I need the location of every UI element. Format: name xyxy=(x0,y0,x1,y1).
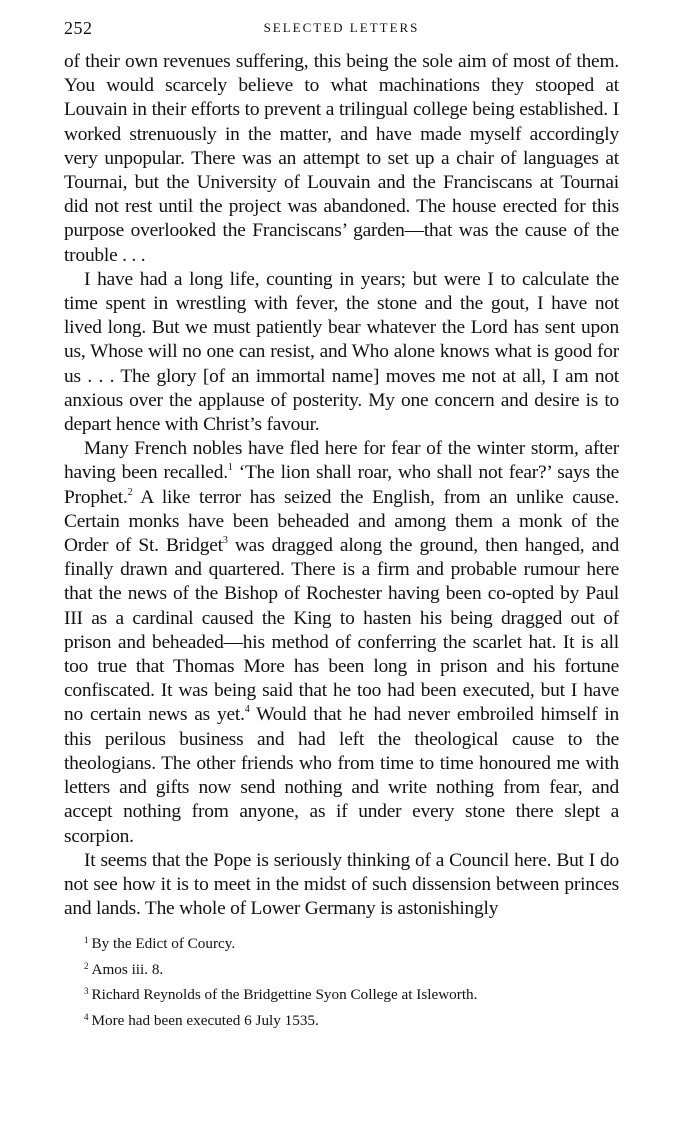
footnote-reference: 1 xyxy=(227,462,233,474)
footnote-text: Richard Reynolds of the Bridgettine Syon College at Isleworth. xyxy=(91,986,478,1004)
footnote xyxy=(84,931,619,957)
paragraph-text: I have had a long life, counting in years; but were I to calculate the time spent in wrestling with fever, the stone and the gout, I have not lived long. But we must patiently bear whatever the Lord has sent upon us, Whose will no one can resist, and Who alone knows what is good for us . . . The glory [of an immortal name] moves me not at all, I am not anxious over the applause of posterity. My one concern and desire is to depart hence with Christ’s favour. xyxy=(64,268,619,436)
paragraph xyxy=(64,437,619,848)
footnote-text: Amos iii. 8. xyxy=(91,960,164,978)
paragraph-text: Many French nobles have fled here for fear of the winter storm, after having been recalled. xyxy=(64,438,619,484)
paragraph-text: Would that he had never embroiled himself in this perilous business and had left the theological cause to the theologians. The other friends who from time to time honoured me with letters and gifts now send nothing and write nothing from fear, and accept nothing from anyone, as if under every stone there slept a scorpion. xyxy=(64,704,620,847)
paragraph-text: It seems that the Pope is seriously thinking of a Council here. But I do not see how it is to meet in the midst of such dissension between princes and lands. The whole of Lower Germany is astonishingly xyxy=(64,849,619,920)
footnote-marker: 3 xyxy=(84,986,89,997)
running-head xyxy=(64,18,619,44)
paragraph-text: A like terror has seized the English, from an unlike cause. Certain monks have been beheaded and among them a monk of the Order of St. Bridget xyxy=(64,486,619,557)
paragraph xyxy=(64,849,619,922)
footnote xyxy=(84,1008,619,1034)
page-number: 252 xyxy=(64,18,93,38)
body-text xyxy=(64,50,619,921)
footnote-text: More had been executed 6 July 1535. xyxy=(91,1011,319,1029)
paragraph-text: was dragged along the ground, then hanged, and finally drawn and quartered. There is a firm and probable rumour here that the news of the Bishop of Rochester having been co-opted by Paul III as a cardinal caused the King to hasten his being dragged out of prison and beheaded—his method of conferring the scarlet hat. It is all too true that Thomas More has been long in prison and his fortune confiscated. It was being said that he too had been executed, but I have no certain news as yet. xyxy=(64,535,619,726)
footnote-marker: 2 xyxy=(84,960,89,971)
book-page xyxy=(64,18,619,1033)
footnote-reference: 4 xyxy=(244,704,250,716)
paragraph-text: of their own revenues suffering, this being the sole aim of most of them. You would scarcely believe to what machinations they stooped at Louvain in their efforts to prevent a trilingual college being established. I worked strenuously in the matter, and have made myself accordingly very unpopular. There was an attempt to set up a chair of languages at Tournai, but the University of Louvain and the Franciscans at Tournai did not rest until the project was abandoned. The house erected for this purpose overlooked the Franciscans’ garden—that was the cause of the trouble . . . xyxy=(64,51,619,266)
footnotes xyxy=(84,931,619,1033)
footnote-marker: 4 xyxy=(84,1011,89,1022)
paragraph-text: ‘The lion shall roar, who shall not fear?’ says the Prophet. xyxy=(64,462,620,508)
paragraph xyxy=(64,50,619,268)
footnote-reference: 2 xyxy=(127,486,133,498)
footnote-marker: 1 xyxy=(84,935,89,946)
footnote xyxy=(84,957,619,983)
footnote-reference: 3 xyxy=(222,535,228,547)
footnote xyxy=(84,982,619,1008)
footnote-text: By the Edict of Courcy. xyxy=(91,935,236,953)
paragraph xyxy=(64,268,619,437)
running-title: SELECTED LETTERS xyxy=(263,20,420,35)
